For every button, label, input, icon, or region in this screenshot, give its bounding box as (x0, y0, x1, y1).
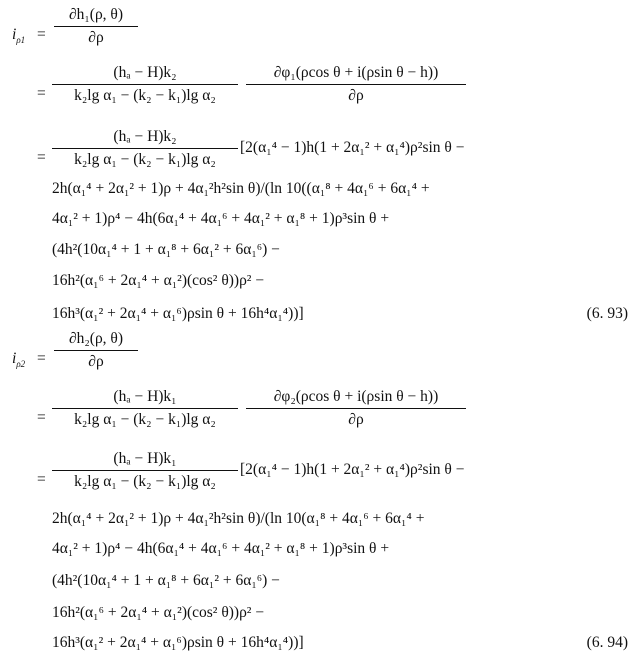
fraction-numerator: ∂φ₂(ρcos θ + i(ρsin θ − h)) (273, 388, 439, 405)
fraction-dphi1-drho (246, 64, 466, 105)
fraction-dh1-drho (54, 6, 138, 47)
equals-sign: = (37, 409, 46, 426)
fraction-bar (52, 470, 238, 471)
fraction-numerator: ∂φ₁(ρcos θ + i(ρsin θ − h)) (273, 64, 439, 81)
fraction-coefficient-k1 (52, 388, 238, 429)
equation-line: 2h(α₁⁴ + 2α₁² + 1)ρ + 4α₁²h²sin θ)/(ln 10((α₁⁸ + 4α₁⁶ + 6α₁⁴ + (52, 180, 430, 197)
fraction-denominator: k₂lg α₁ − (k₂ − k₁)lg α₂ (74, 87, 216, 104)
fraction-denominator: k₂lg α₁ − (k₂ − k₁)lg α₂ (74, 411, 216, 428)
fraction-denominator: k₂lg α₁ − (k₂ − k₁)lg α₂ (74, 151, 216, 168)
equation-line: 16h³(α₁² + 2α₁⁴ + α₁⁶)ρsin θ + 16h⁴α₁⁴))] (52, 305, 304, 322)
fraction-bar (54, 350, 138, 351)
fraction-numerator: (hₐ − H)k₁ (113, 450, 177, 467)
fraction-coefficient-k1 (52, 450, 238, 491)
fraction-bar (52, 148, 238, 149)
fraction-denominator: ∂ρ (348, 87, 364, 104)
equation-number: (6. 94) (586, 634, 628, 651)
equation-line: (4h²(10α₁⁴ + 1 + α₁⁸ + 6α₁² + 6α₁⁶) − (52, 572, 280, 589)
fraction-bar (54, 26, 138, 27)
equation-line: 4α₁² + 1)ρ⁴ − 4h(6α₁⁴ + 4α₁⁶ + 4α₁² + α₁⁸ + 1)ρ³sin θ + (52, 540, 390, 557)
equation-line: 16h²(α₁⁶ + 2α₁⁴ + α₁²)(cos² θ))ρ² − (52, 272, 265, 289)
equation-line: [2(α₁⁴ − 1)h(1 + 2α₁² + α₁⁴)ρ²sin θ − (240, 461, 465, 478)
equation-lhs-i-rho2: $i_{\rho 2}$ (12, 350, 26, 370)
fraction-numerator: (hₐ − H)k₂ (113, 64, 177, 81)
equation-line: 16h²(α₁⁶ + 2α₁⁴ + α₁²)(cos² θ))ρ² − (52, 604, 265, 621)
equals-sign: = (37, 149, 46, 166)
fraction-denominator: ∂ρ (88, 353, 104, 370)
fraction-bar (246, 408, 466, 409)
fraction-denominator: ∂ρ (88, 29, 104, 46)
fraction-bar (52, 408, 238, 409)
fraction-numerator: (hₐ − H)k₁ (113, 388, 177, 405)
equation-line: 16h³(α₁² + 2α₁⁴ + α₁⁶)ρsin θ + 16h⁴α₁⁴))] (52, 634, 304, 651)
equals-sign: = (37, 350, 46, 367)
fraction-dphi2-drho (246, 388, 466, 429)
equation-number: (6. 93) (586, 305, 628, 322)
fraction-dh2-drho (54, 330, 138, 371)
fraction-numerator: ∂h₂(ρ, θ) (68, 330, 124, 347)
equation-line: (4h²(10α₁⁴ + 1 + α₁⁸ + 6α₁² + 6α₁⁶) − (52, 241, 280, 258)
fraction-bar (52, 84, 238, 85)
equation-lhs-i-rho1: $i_{\rho 1}$ (12, 26, 26, 46)
equals-sign: = (37, 26, 46, 43)
fraction-numerator: (hₐ − H)k₂ (113, 128, 177, 145)
fraction-coefficient-k2 (52, 128, 238, 169)
equation-line: 2h(α₁⁴ + 2α₁² + 1)ρ + 4α₁²h²sin θ)/(ln 10(α₁⁸ + 4α₁⁶ + 6α₁⁴ + (52, 510, 425, 527)
equation-line: 4α₁² + 1)ρ⁴ − 4h(6α₁⁴ + 4α₁⁶ + 4α₁² + α₁⁸ + 1)ρ³sin θ + (52, 210, 390, 227)
fraction-denominator: ∂ρ (348, 411, 364, 428)
equation-line: [2(α₁⁴ − 1)h(1 + 2α₁² + α₁⁴)ρ²sin θ − (240, 139, 465, 156)
fraction-bar (246, 84, 466, 85)
equals-sign: = (37, 85, 46, 102)
fraction-numerator: ∂h₁(ρ, θ) (68, 6, 124, 23)
equals-sign: = (37, 471, 46, 488)
fraction-coefficient-k2 (52, 64, 238, 105)
fraction-denominator: k₂lg α₁ − (k₂ − k₁)lg α₂ (74, 473, 216, 490)
